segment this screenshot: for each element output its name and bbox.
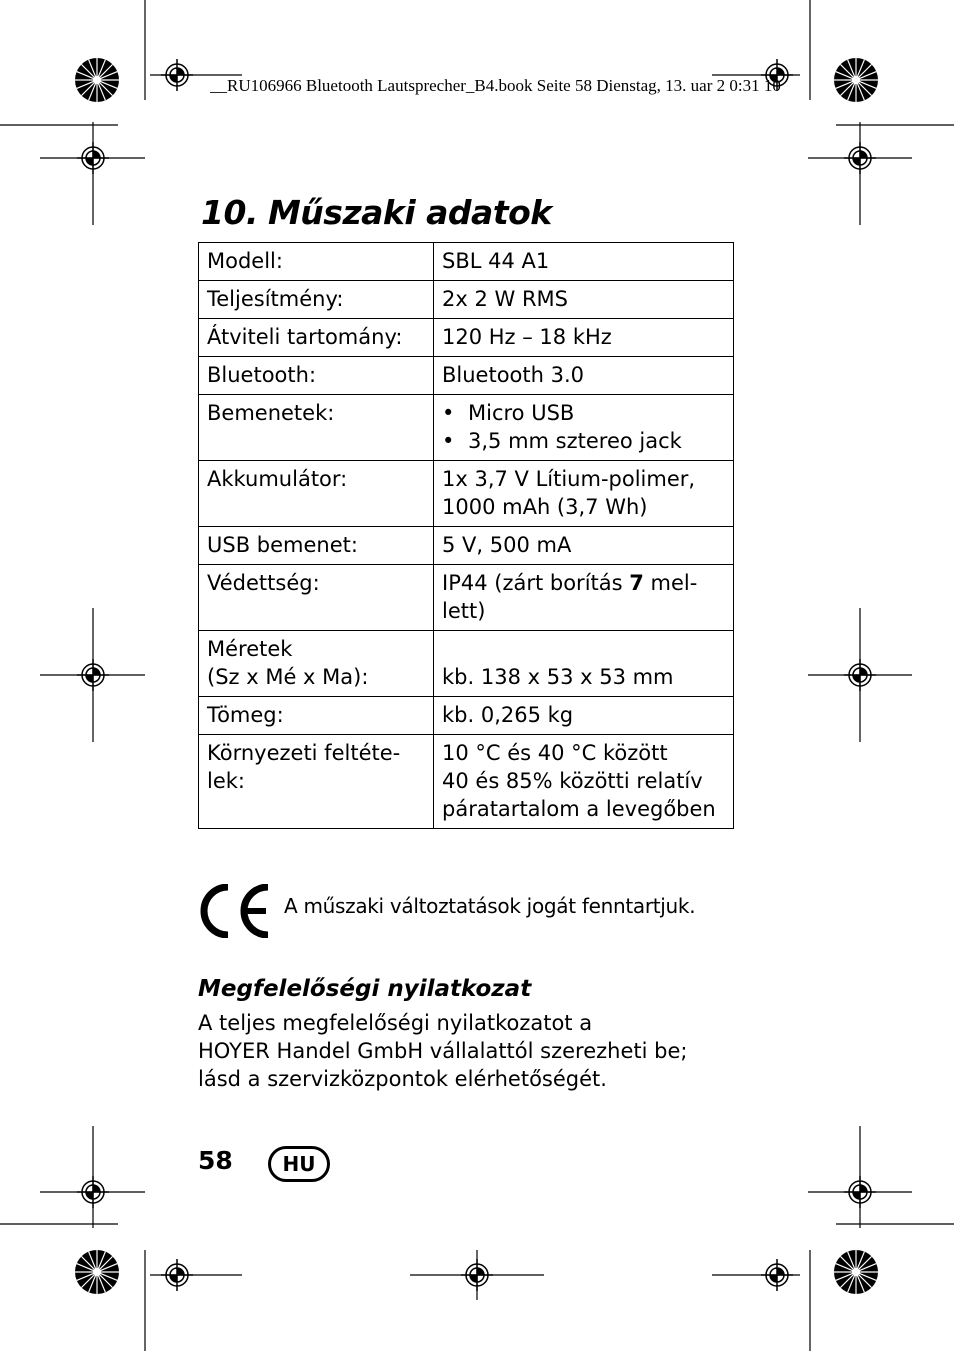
spec-value: kb. 0,265 kg (434, 697, 734, 735)
spec-value-line: 1x 3,7 V Lítium-polimer, (442, 467, 696, 491)
table-row (199, 631, 734, 697)
spec-label: USB bemenet: (199, 527, 434, 565)
spec-label (199, 735, 434, 829)
table-row (199, 527, 734, 565)
spec-label: Átviteli tartomány: (199, 319, 434, 357)
section-title-text: Műszaki adatok (267, 193, 552, 232)
spec-value: SBL 44 A1 (434, 243, 734, 281)
declaration-line: lásd a szervizközpontok elérhetőségét. (198, 1067, 607, 1091)
spec-value: 5 V, 500 mA (434, 527, 734, 565)
spec-label: Teljesítmény: (199, 281, 434, 319)
declaration-line: HOYER Handel GmbH vállalattól szerezheti be; (198, 1039, 688, 1063)
spec-value: Bluetooth 3.0 (434, 357, 734, 395)
table-row (199, 735, 734, 829)
spec-label-line: Környezeti feltéte- (207, 741, 401, 765)
spec-label: Bemenetek: (199, 395, 434, 461)
spec-value (434, 395, 734, 461)
declaration-line: A teljes megfelelőségi nyilatkozatot a (198, 1011, 593, 1035)
specs-table (198, 242, 734, 829)
spec-value: 120 Hz – 18 kHz (434, 319, 734, 357)
table-row (199, 281, 734, 319)
spec-label: Védettség: (199, 565, 434, 631)
list-item (442, 427, 725, 455)
spec-value-text: IP44 (zárt borítás (442, 571, 630, 595)
spec-label: Modell: (199, 243, 434, 281)
table-row (199, 395, 734, 461)
table-row (199, 565, 734, 631)
spec-label-line: lek: (207, 769, 245, 793)
section-title (201, 192, 552, 234)
spec-value-line: 10 °C és 40 °C között (442, 741, 668, 765)
ce-notice (198, 884, 738, 938)
spec-value-line (442, 569, 725, 597)
spec-value (434, 565, 734, 631)
section-number: 10. (201, 193, 258, 232)
page-number: 58 (198, 1146, 233, 1175)
table-row (199, 697, 734, 735)
print-file-header: __RU106966 Bluetooth Lautsprecher_B4.book Seite 58 Dienstag, 13. uar 2 0:31 10 (210, 76, 781, 95)
spec-value-line: 40 és 85% közötti relatív (442, 769, 703, 793)
spec-value-line: páratartalom a levegőben (442, 797, 716, 821)
spec-label: Bluetooth: (199, 357, 434, 395)
spec-value (434, 461, 734, 527)
spec-value-line: lett) (442, 599, 486, 623)
spec-label: Tömeg: (199, 697, 434, 735)
spec-value-line: kb. 138 x 53 x 53 mm (442, 665, 674, 689)
spec-label (199, 631, 434, 697)
ce-notice-text: A műszaki változtatások jogát fenntartjuk. (284, 894, 696, 918)
part-number-ref: 7 (629, 571, 644, 595)
spec-value (434, 631, 734, 697)
spec-label-line: (Sz x Mé x Ma): (207, 665, 369, 689)
spec-value-text: mel- (643, 571, 698, 595)
declaration-text (198, 1009, 758, 1093)
table-row (199, 461, 734, 527)
spec-value (434, 735, 734, 829)
bullet-text: 3,5 mm sztereo jack (468, 429, 682, 453)
ce-mark-icon (198, 884, 274, 938)
language-badge: HU (268, 1146, 330, 1182)
spec-label: Akkumulátor: (199, 461, 434, 527)
spec-value: 2x 2 W RMS (434, 281, 734, 319)
spec-label-line: Méretek (207, 637, 293, 661)
declaration-heading: Megfelelőségi nyilatkozat (198, 976, 532, 1002)
table-row (199, 243, 734, 281)
table-row (199, 357, 734, 395)
bullet-icon: • (442, 401, 455, 425)
table-row (199, 319, 734, 357)
bullet-text: Micro USB (468, 401, 575, 425)
bullet-icon: • (442, 429, 455, 453)
spec-value-line: 1000 mAh (3,7 Wh) (442, 495, 648, 519)
list-item (442, 399, 725, 427)
